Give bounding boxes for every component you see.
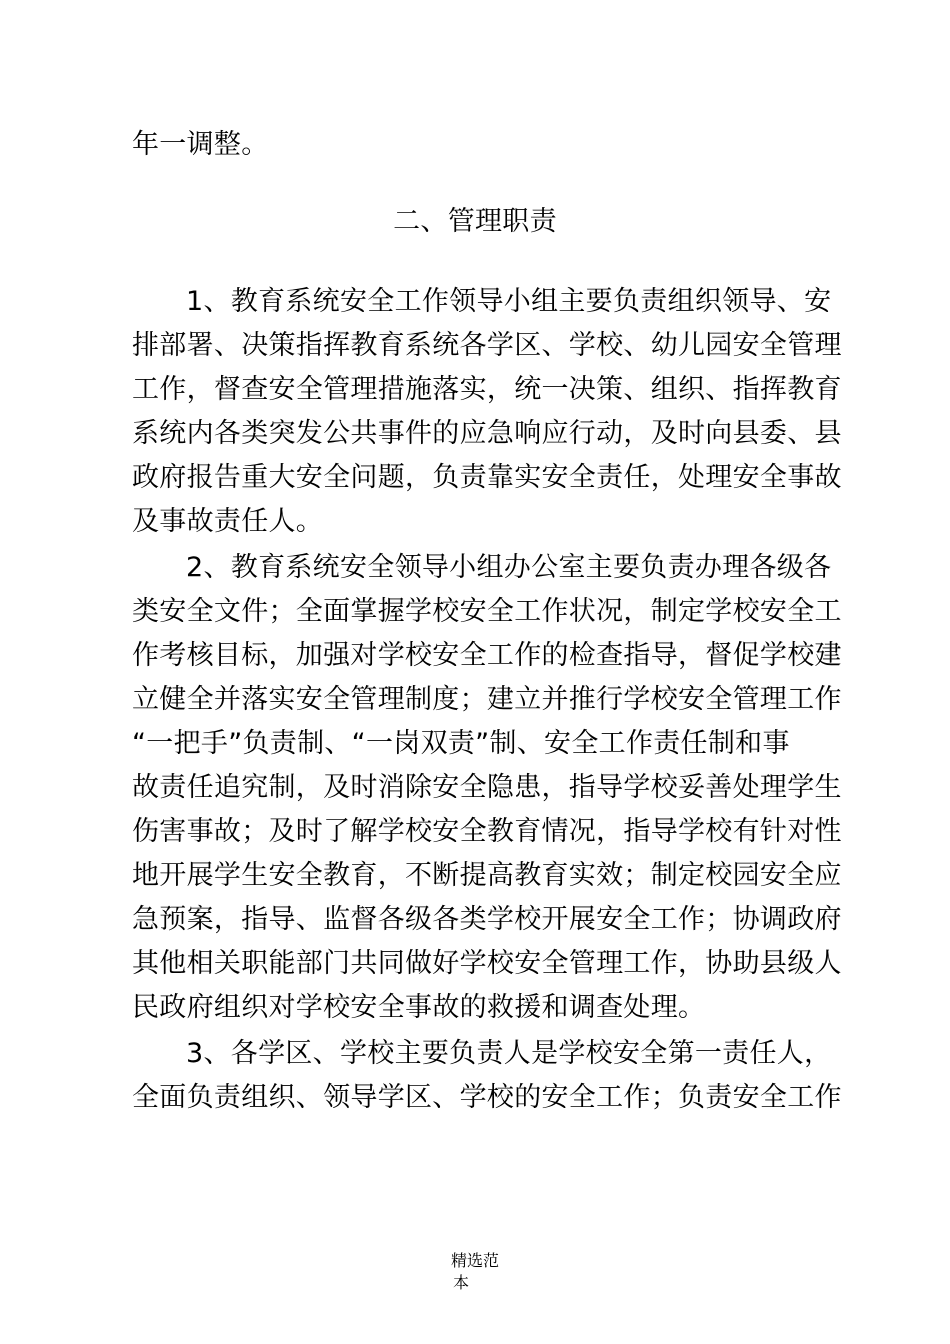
paragraph-1-line: 政府报告重大安全问题，负责靠实安全责任，处理安全事故: [132, 462, 842, 493]
paragraph-2-line: 2、教育系统安全领导小组办公室主要负责办理各级各: [186, 552, 832, 583]
footer-text: 精选范: [450, 1251, 499, 1270]
paragraph-2-line: “一把手”负责制、“一岗双责”制、安全工作责任制和事: [132, 728, 790, 759]
paragraph-3-line: 3、各学区、学校主要负责人是学校安全第一责任人，: [186, 1038, 832, 1069]
paragraph-1-line: 1、教育系统安全工作领导小组主要负责组织领导、安: [186, 286, 832, 317]
text-line: 年一调整。: [132, 129, 269, 160]
section-heading: 二、管理职责: [393, 206, 557, 237]
paragraph-2-line: 地开展学生安全教育，不断提高教育实效；制定校园安全应: [132, 860, 842, 891]
paragraph-1-line: 及事故责任人。: [132, 506, 324, 537]
paragraph-2-line: 故责任追究制，及时消除安全隐患，指导学校妥善处理学生: [132, 772, 842, 803]
paragraph-2-line: 伤害事故；及时了解学校安全教育情况，指导学校有针对性: [132, 816, 842, 847]
paragraph-2-line: 民政府组织对学校安全事故的救援和调查处理。: [132, 992, 706, 1023]
paragraph-1-line: 排部署、决策指挥教育系统各学区、学校、幼儿园安全管理: [132, 330, 842, 361]
paragraph-2-line: 立健全并落实安全管理制度；建立并推行学校安全管理工作: [132, 684, 842, 715]
paragraph-1-line: 系统内各类突发公共事件的应急响应行动，及时向县委、县: [132, 418, 842, 449]
paragraph-3-line: 全面负责组织、领导学区、学校的安全工作；负责安全工作: [132, 1082, 842, 1113]
paragraph-2-line: 急预案，指导、监督各级各类学校开展安全工作；协调政府: [132, 904, 842, 935]
paragraph-1-line: 工作，督查安全管理措施落实，统一决策、组织、指挥教育: [132, 374, 842, 405]
footer-text: 本: [452, 1273, 469, 1292]
paragraph-2-line: 作考核目标，加强对学校安全工作的检查指导，督促学校建: [132, 640, 842, 671]
paragraph-2-line: 其他相关职能部门共同做好学校安全管理工作，协助县级人: [132, 948, 842, 979]
paragraph-2-line: 类安全文件；全面掌握学校安全工作状况，制定学校安全工: [132, 596, 842, 627]
